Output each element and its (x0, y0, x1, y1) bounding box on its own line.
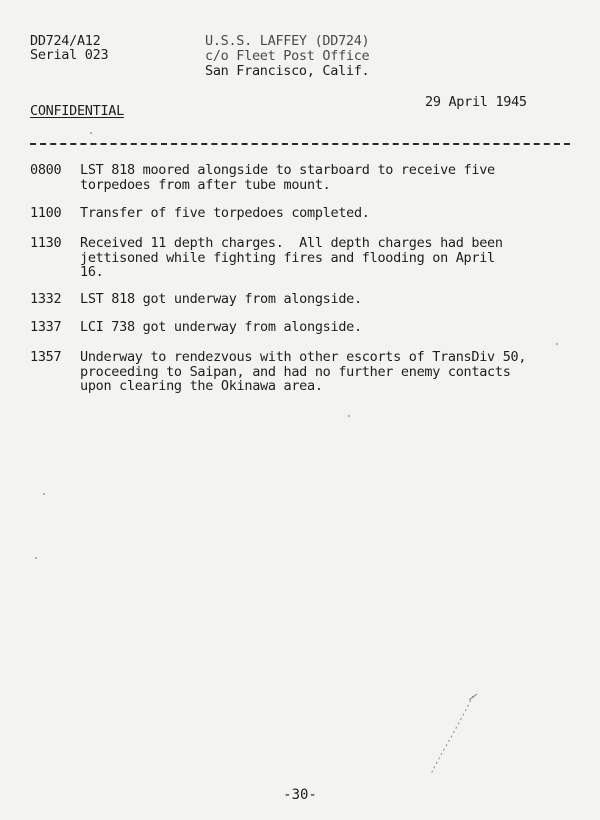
paper-speck (556, 343, 558, 345)
pencil-scratch-mark (425, 690, 485, 780)
entry-text: LCI 738 got underway from alongside. (80, 319, 362, 335)
paper-speck (348, 415, 350, 417)
serial-number: Serial 023 (30, 47, 109, 63)
address-line-3: San Francisco, Calif. (205, 63, 370, 79)
entry-time: 1337 (30, 319, 62, 335)
paper-speck (90, 132, 92, 134)
document-date: 29 April 1945 (425, 94, 527, 110)
entry-text: Transfer of five torpedoes completed. (80, 205, 370, 221)
entry-time: 1357 (30, 349, 62, 365)
entry-text: Underway to rendezvous with other escorts of TransDiv 50, proceeding to Saipan, and had no further enemy contacts upon clearing the Okinawa area. (80, 349, 527, 394)
address-line-1: U.S.S. LAFFEY (DD724) (205, 33, 370, 49)
entry-time: 1100 (30, 205, 62, 221)
entry-text: Received 11 depth charges. All depth charges had been jettisoned while fighting fires and flooding on April 16. (80, 235, 503, 280)
page-number: -30- (283, 787, 317, 803)
dashed-divider (30, 143, 570, 145)
classification-marking: CONFIDENTIAL (30, 103, 124, 119)
entry-time: 0800 (30, 162, 62, 178)
entry-time: 1332 (30, 291, 62, 307)
paper-speck (35, 557, 37, 559)
file-reference: DD724/A12 (30, 33, 101, 49)
paper-speck (43, 493, 45, 495)
entry-text: LST 818 got underway from alongside. (80, 291, 362, 307)
entry-time: 1130 (30, 235, 62, 251)
entry-text: LST 818 moored alongside to starboard to receive five torpedoes from after tube mount. (80, 162, 495, 193)
address-line-2: c/o Fleet Post Office (205, 48, 370, 64)
